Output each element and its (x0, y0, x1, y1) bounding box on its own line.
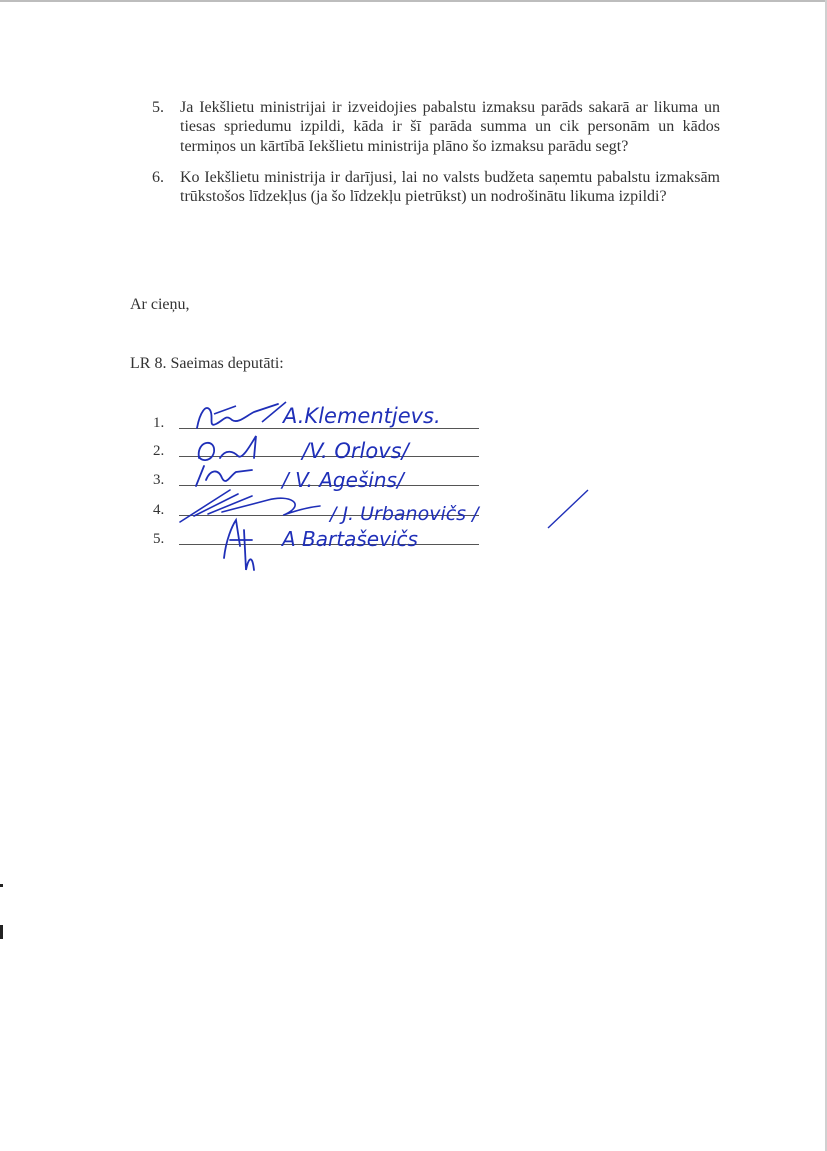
question-list (152, 98, 720, 218)
signature-number: 4. (153, 502, 165, 518)
signature-row (153, 409, 483, 429)
signature-line (179, 456, 479, 457)
signature-row (153, 496, 483, 516)
question-text: Ko Iekšlietu ministrija ir darījusi, lai no valsts budžeta saņemtu pabalstu izmaksām trūkstošos līdzekļus (ja šo līdzekļu pietrūkst) un nodrošinātu likuma izpildi? (180, 168, 720, 206)
question-number: 6. (152, 168, 164, 186)
question-item (152, 168, 720, 207)
signature-number: 2. (153, 443, 165, 459)
closing-salutation: Ar cieņu, (130, 296, 190, 313)
signature-text: / J. Urbanovičs / (330, 503, 479, 525)
signature-row (153, 437, 483, 457)
question-number: 5. (152, 99, 164, 116)
signature-text: / V. Agešins/ (282, 468, 404, 492)
signature-line (179, 544, 479, 545)
signature-text: /V. Orlovs/ (302, 439, 409, 463)
signature-text: A.Klementjevs. (283, 404, 441, 428)
deputies-heading: LR 8. Saeimas deputāti: (130, 355, 284, 372)
question-item (152, 98, 720, 156)
signature-row (153, 525, 483, 545)
signature-number: 1. (153, 415, 165, 431)
scan-mark (0, 884, 3, 887)
signature-line (179, 428, 479, 429)
signature-text: A Bartaševičs (282, 527, 418, 551)
question-text: Ja Iekšlietu ministrijai ir izveidojies pabalstu izmaksu parāds sakarā ar likuma un tiesas spriedumu izpildi, kāda ir šī parāda summa un cik personām un kādos termiņos un kārtībā Iekšlietu ministrija plāno šo izmaksu parādu segt? (180, 99, 720, 155)
signature-line (179, 485, 479, 486)
signature-number: 3. (153, 472, 165, 488)
page-edge-top (0, 0, 827, 2)
signature-line (179, 515, 479, 516)
signature-number: 5. (153, 531, 165, 547)
signature-row (153, 466, 483, 486)
scan-mark (0, 925, 3, 939)
